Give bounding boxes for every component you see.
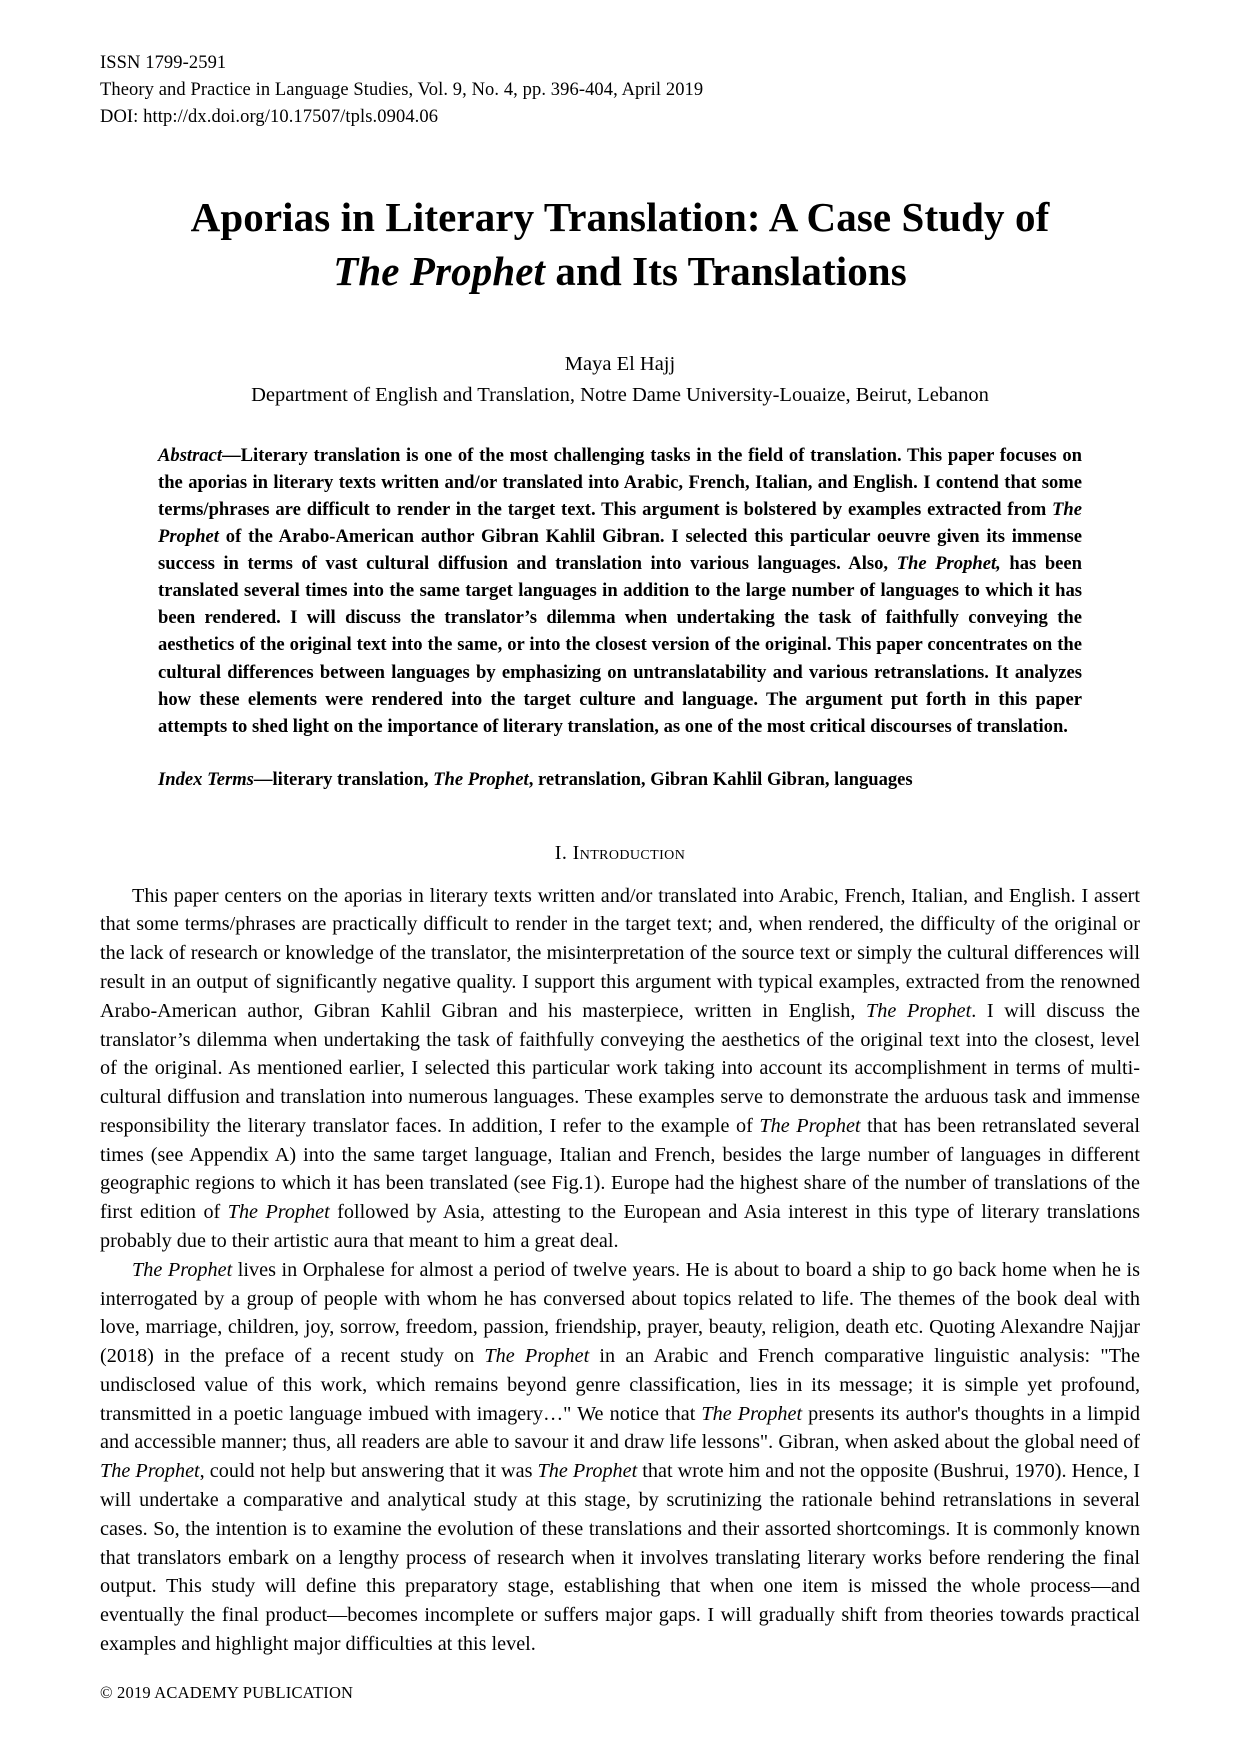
abstract-text-3: has been translated several times into the same target languages in addition to the large number of languages to which it has been rendered. I will discuss the translator’s dilemma when undertaking the task of faithfully conveying the aesthetics of the original text into the same, or into the closest version of the original. This paper concentrates on the cultural differences between languages by emphasizing on untranslatability and various retranslations. It analyzes how these elements were rendered into the target culture and language. The argument put forth in this paper attempts to shed light on the importance of literary translation, as one of the most critical discourses of translation. (158, 553, 1083, 737)
title-line-2 (100, 244, 1140, 299)
p1-text-a: This paper centers on the aporias in literary texts written and/or translated into Arabic, French, Italian, and English. I assert that some terms/phrases are practically difficult to render in the target text; and, when rendered, the difficulty of the original or the lack of research or knowledge of the translator, the misinterpretation of the source text or simply the cultural differences will result in an output of significantly negative quality. I support this argument with typical examples, extracted from the renowned Arabo-American author, Gibran Kahlil Gibran and his masterpiece, written in English, (100, 884, 1140, 1022)
author-block (100, 349, 1140, 413)
p2-work-2: The Prophet (484, 1345, 590, 1368)
p2-work-1: The Prophet (132, 1258, 233, 1281)
p2-text-d: , could not help but answering that it was (199, 1460, 538, 1483)
abstract-work-1: The Prophet (158, 499, 1082, 548)
issn-line: ISSN 1799-2591 (100, 53, 227, 73)
body-text (100, 882, 1140, 1659)
copyright-footer: © 2019 ACADEMY PUBLICATION (100, 1683, 354, 1702)
p2-work-3: The Prophet (701, 1402, 803, 1425)
p2-work-4: The Prophet (100, 1460, 200, 1483)
journal-header (100, 50, 1140, 132)
index-terms-work: The Prophet (433, 768, 529, 790)
p1-text-d: followed by Asia, attesting to the European and Asia interest in this type of literary translations probably due to their artistic aura that meant to him a great deal. (100, 1201, 1140, 1252)
abstract-paragraph (158, 442, 1082, 740)
abstract-dash: — (222, 445, 241, 467)
p2-text-e: that wrote him and not the opposite (Bushrui, 1970). Hence, I will undertake a comparative and analytical study at this stage, by scrutinizing the rationale behind retranslations in several cases. So, the intention is to examine the evolution of these translations and their assorted shortcomings. It is commonly known that translators embark on a lengthy process of research when it involves translating literary works before rendering the final output. This study will define this preparatory stage, establishing that when one item is missed the whole process—and eventually the final product—becomes incomplete or suffers major gaps. I will gradually shift from theories towards practical examples and highlight major difficulties at this level. (100, 1460, 1140, 1655)
index-terms-part-1: literary translation, (272, 768, 434, 790)
author-affiliation: Department of English and Translation, Notre Dame University-Louaize, Beirut, Lebanon (251, 384, 989, 407)
index-terms (158, 767, 1082, 794)
p2-text-c: presents its author's thoughts in a limpid and accessible manner; thus, all readers are able to savour it and draw life lessons". Gibran, when asked about the global need of (100, 1402, 1140, 1454)
title-work-name: The Prophet (333, 248, 546, 295)
p2-text-a: lives in Orphalese for almost a period of twelve years. He is about to board a ship to go back home when he is interrogated by a group of people with whom he has conversed about topics related to life. The themes of the book deal with love, marriage, children, joy, sorrow, freedom, passion, friendship, prayer, beauty, religion, death etc. Quoting Alexandre Najjar (2018) in the preface of a recent study on (100, 1258, 1140, 1368)
section-heading-introduction: I. Introduction (554, 841, 686, 864)
abstract-text-2: of the Arabo-American author Gibran Kahlil Gibran. I selected this particular oeuvre given its immense success in terms of vast cultural diffusion and translation into various languages. Also, (158, 526, 1082, 575)
body-paragraph-1 (100, 882, 1140, 1256)
p1-text-c: that has been retranslated several times (see Appendix A) into the same target language, Italian and French, besides the large number of languages in different geographic regions to which it has been translated (see Fig.1). Europe had the highest share of the number of translations of the first edition of (100, 1114, 1140, 1224)
index-terms-label: Index Terms (158, 768, 254, 790)
p2-text-b: in an Arabic and French comparative linguistic analysis: "The undisclosed value of this work, which remains beyond genre classification, lies in its message; it is simple yet profound, transmitted in a poetic language imbued with imagery…" We notice that (100, 1345, 1140, 1425)
abstract-text-1: Literary translation is one of the most challenging tasks in the field of translation. This paper focuses on the aporias in literary texts written and/or translated into Arabic, French, Italian, and English. I contend that some terms/phrases are difficult to render in the target text. This argument is bolstered by examples extracted from (158, 445, 1082, 521)
index-terms-dash: — (253, 768, 273, 790)
title-line-1: Aporias in Literary Translation: A Case Study of (190, 193, 1050, 240)
p2-work-5: The Prophet (537, 1460, 638, 1483)
journal-citation-line: Theory and Practice in Language Studies, Vol. 9, No. 4, pp. 396-404, April 2019 (100, 80, 704, 101)
p1-work-3: The Prophet (227, 1201, 330, 1224)
page-title (100, 190, 1140, 299)
p1-work-2: The Prophet (759, 1114, 861, 1137)
doi-line[interactable]: DOI: http://dx.doi.org/10.17507/tpls.0904.06 (100, 107, 439, 128)
p1-text-b: . I will discuss the translator’s dilemma when undertaking the task of faithfully conveying the aesthetics of the original text into the closest, level of the original. As mentioned earlier, I selected this particular work taking into account its accomplishment in terms of multi-cultural diffusion and translation into numerous languages. These examples serve to demonstrate the arduous task and immense responsibility the literary translator faces. In addition, I refer to the example of (100, 999, 1140, 1137)
abstract-label: Abstract (158, 445, 223, 467)
index-terms-part-2: , retranslation, Gibran Kahlil Gibran, languages (528, 768, 913, 790)
title-line-2-rest: and Its Translations (545, 248, 907, 295)
p1-work-1: The Prophet (866, 999, 972, 1022)
author-name: Maya El Hajj (564, 352, 676, 375)
body-paragraph-2 (100, 1256, 1140, 1659)
abstract-work-2: The Prophet, (896, 553, 1001, 575)
